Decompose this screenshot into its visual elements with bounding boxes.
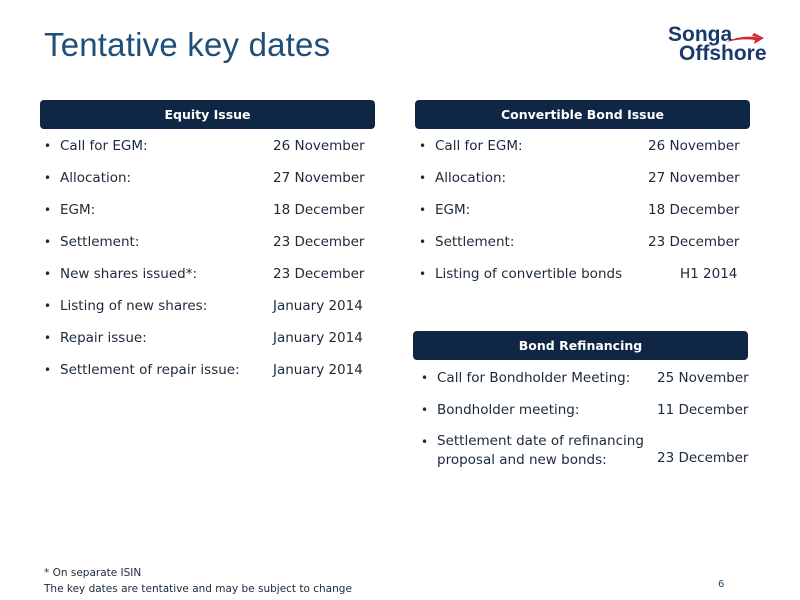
list-item bbox=[419, 138, 739, 170]
item-date: H1 2014 bbox=[680, 266, 738, 282]
item-label: Allocation: bbox=[435, 170, 507, 186]
item-label: Listing of convertible bonds bbox=[435, 266, 623, 282]
item-label: Repair issue: bbox=[60, 330, 147, 346]
item-label: Settlement: bbox=[435, 234, 515, 250]
convertible-bond-list bbox=[419, 138, 739, 298]
item-label: Settlement: bbox=[60, 234, 140, 250]
bullet-icon: • bbox=[44, 171, 52, 185]
bullet-icon: • bbox=[44, 331, 52, 345]
bullet-icon: • bbox=[421, 435, 429, 449]
item-label-line2: proposal and new bonds: bbox=[437, 452, 607, 468]
item-label: Settlement of repair issue: bbox=[60, 362, 240, 378]
item-label-line1: Settlement date of refinancing bbox=[437, 433, 644, 449]
list-item bbox=[419, 234, 739, 266]
list-item bbox=[44, 138, 364, 170]
item-date: 26 November bbox=[273, 138, 365, 154]
bullet-icon: • bbox=[44, 139, 52, 153]
item-label: Bondholder meeting: bbox=[437, 402, 580, 418]
bond-refinancing-header: Bond Refinancing bbox=[413, 331, 748, 360]
item-date: 26 November bbox=[648, 138, 740, 154]
logo-line2: Offshore bbox=[679, 42, 767, 65]
bullet-icon: • bbox=[419, 203, 427, 217]
equity-issue-header: Equity Issue bbox=[40, 100, 375, 129]
item-label: Listing of new shares: bbox=[60, 298, 208, 314]
list-item bbox=[419, 170, 739, 202]
list-item bbox=[44, 298, 364, 330]
bullet-icon: • bbox=[421, 403, 429, 417]
list-item bbox=[44, 330, 364, 362]
list-item bbox=[44, 266, 364, 298]
bullet-icon: • bbox=[44, 203, 52, 217]
item-date: 18 December bbox=[648, 202, 740, 218]
item-date: 23 December bbox=[657, 450, 749, 466]
logo-line1: Songa bbox=[668, 23, 733, 46]
page-title: Tentative key dates bbox=[44, 26, 331, 63]
bullet-icon: • bbox=[419, 139, 427, 153]
page-number: 6 bbox=[718, 579, 725, 590]
bond-refinancing-list bbox=[421, 370, 749, 478]
item-label: Call for Bondholder Meeting: bbox=[437, 370, 631, 386]
bullet-icon: • bbox=[419, 171, 427, 185]
list-item bbox=[419, 266, 739, 298]
item-label: Call for EGM: bbox=[60, 138, 148, 154]
list-item bbox=[44, 362, 364, 394]
list-item bbox=[419, 202, 739, 234]
item-date: 23 December bbox=[273, 234, 365, 250]
songa-offshore-logo bbox=[668, 24, 772, 68]
item-label: Allocation: bbox=[60, 170, 132, 186]
item-date: 25 November bbox=[657, 370, 749, 386]
bullet-icon: • bbox=[419, 235, 427, 249]
disclaimer-footnote: The key dates are tentative and may be subject to change bbox=[44, 583, 352, 595]
list-item bbox=[44, 234, 364, 266]
item-date: 27 November bbox=[648, 170, 740, 186]
bullet-icon: • bbox=[419, 267, 427, 281]
item-date: January 2014 bbox=[273, 298, 363, 314]
item-date: 23 December bbox=[648, 234, 740, 250]
item-label bbox=[437, 432, 644, 470]
item-date: January 2014 bbox=[273, 362, 363, 378]
bullet-icon: • bbox=[44, 363, 52, 377]
list-item bbox=[421, 402, 749, 434]
item-label: EGM: bbox=[60, 202, 96, 218]
list-item bbox=[44, 202, 364, 234]
list-item bbox=[44, 170, 364, 202]
item-date: 27 November bbox=[273, 170, 365, 186]
item-label: Call for EGM: bbox=[435, 138, 523, 154]
isin-footnote: * On separate ISIN bbox=[44, 567, 142, 579]
bullet-icon: • bbox=[421, 371, 429, 385]
item-date: 18 December bbox=[273, 202, 365, 218]
item-label: New shares issued*: bbox=[60, 266, 198, 282]
item-date: 23 December bbox=[273, 266, 365, 282]
convertible-bond-issue-header: Convertible Bond Issue bbox=[415, 100, 750, 129]
item-date: January 2014 bbox=[273, 330, 363, 346]
equity-issue-list bbox=[44, 138, 364, 394]
bullet-icon: • bbox=[44, 235, 52, 249]
list-item bbox=[421, 433, 749, 478]
item-date: 11 December bbox=[657, 402, 749, 418]
item-label: EGM: bbox=[435, 202, 471, 218]
bullet-icon: • bbox=[44, 267, 52, 281]
list-item bbox=[421, 370, 749, 402]
bullet-icon: • bbox=[44, 299, 52, 313]
